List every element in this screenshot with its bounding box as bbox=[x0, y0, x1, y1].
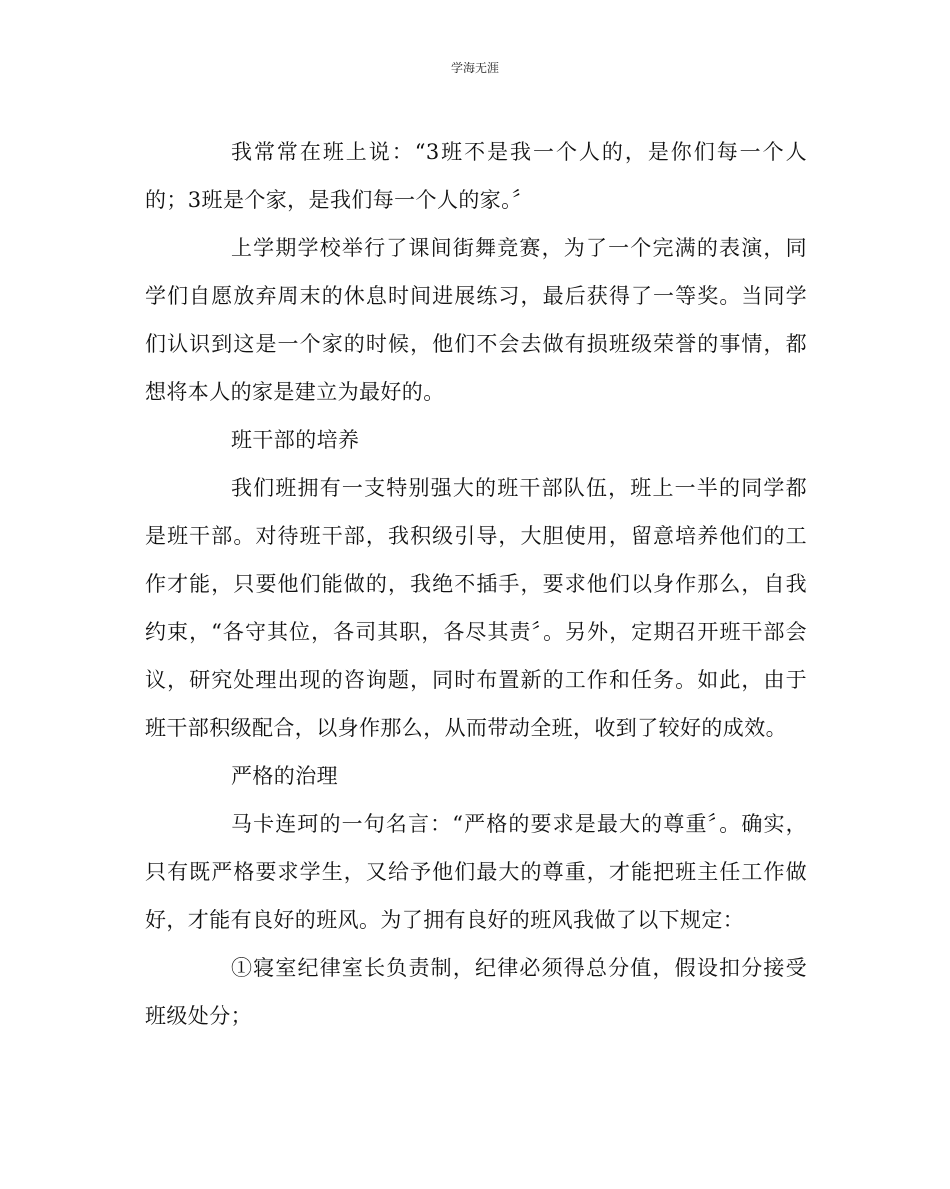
paragraph-class-motto: 我常常在班上说：“3班不是我一个人的，是你们每一个人的；3班是个家，是我们每一个人的家。〞 bbox=[145, 140, 807, 212]
paragraph-rule-dormitory: ①寝室纪律室长负责制，纪律必须得总分值，假设扣分接受班级处分； bbox=[145, 956, 807, 1028]
document-body bbox=[145, 128, 807, 1040]
section-heading-class-cadres: 班干部的培养 bbox=[231, 428, 360, 452]
section-heading-strict-management: 严格的治理 bbox=[231, 764, 338, 788]
header-title: 学海无涯 bbox=[450, 61, 499, 75]
paragraph-strict-requirements: 马卡连珂的一句名言：“严格的要求是最大的尊重〞。确实，只有既严格要求学生，又给予他们最大的尊重，才能把班主任工作做好，才能有良好的班风。为了拥有良好的班风我做了以下规定： bbox=[145, 812, 807, 932]
page-header bbox=[0, 60, 950, 76]
paragraph-class-cadres: 我们班拥有一支特别强大的班干部队伍，班上一半的同学都是班干部。对待班干部，我积级引导，大胆使用，留意培养他们的工作才能，只要他们能做的，我绝不插手，要求他们以身作那么，自我约束，“各守其位，各司其职，各尽其责〞。另外，定期召开班干部会议，研究处理出现的咨询题，同时布置新的工作和任务。如此，由于班干部积级配合，以身作那么，从而带动全班，收到了较好的成效。 bbox=[145, 476, 807, 740]
paragraph-dance-competition: 上学期学校举行了课间街舞竞赛，为了一个完满的表演，同学们自愿放弃周末的休息时间进展练习，最后获得了一等奖。当同学们认识到这是一个家的时候，他们不会去做有损班级荣誉的事情，都想将本人的家是建立为最好的。 bbox=[145, 236, 807, 404]
